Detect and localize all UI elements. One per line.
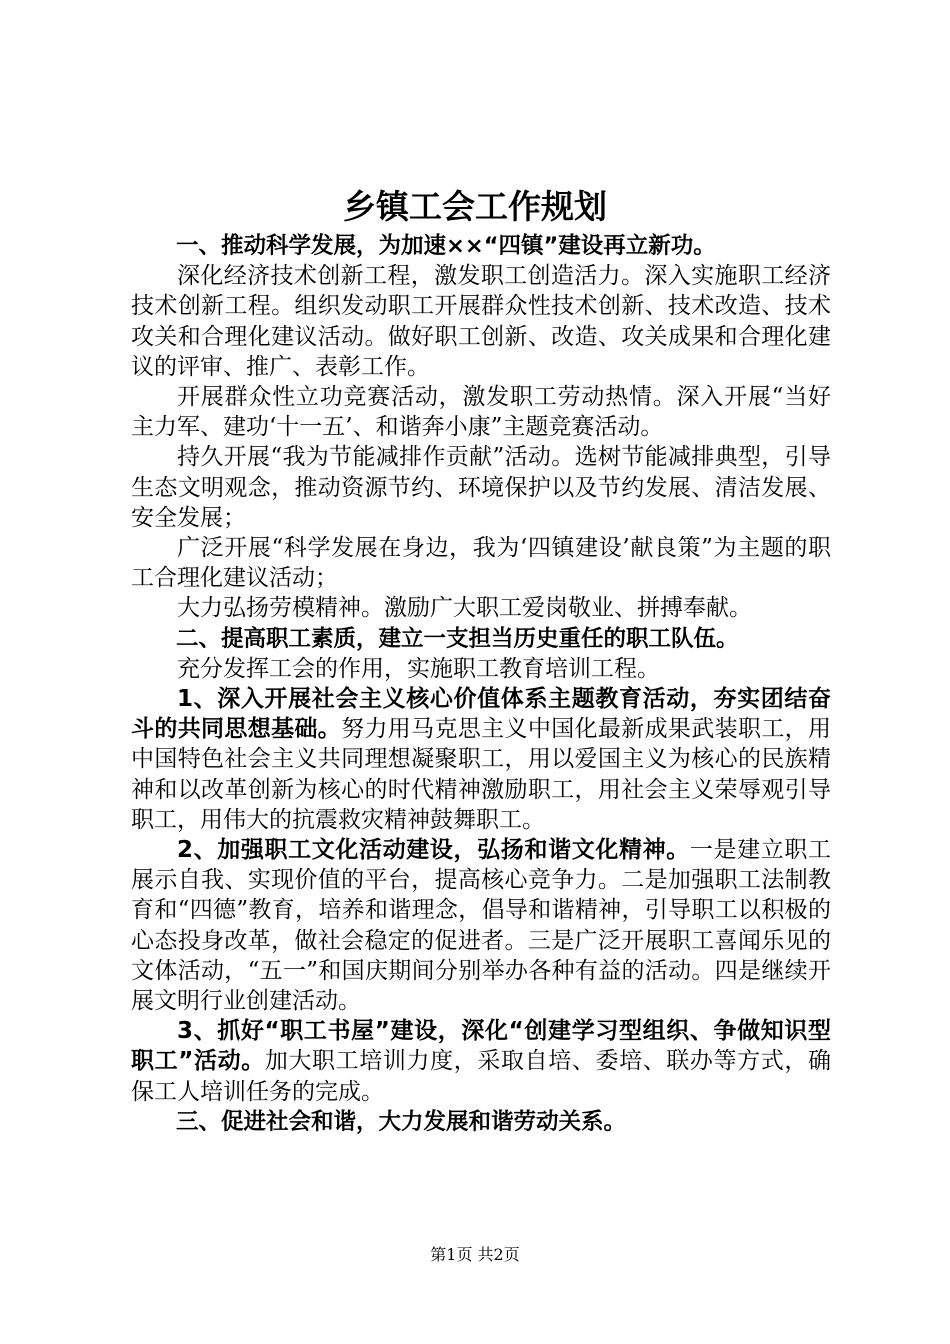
paragraph [131,533,831,593]
paragraph-text: 开展群众性立功竞赛活动，激发职工劳动热情。深入开展“当好主力军、建功‘十一五’、和谐奔小康”主题竞赛活动。 [131,384,831,441]
paragraph [131,442,831,533]
paragraph-lead: 3、抓好“职工书屋”建设，深化“创建学习型组织、争做知识型职工”活动。 [131,1018,831,1075]
section-heading-2 [131,624,831,654]
paragraph-text: 广泛开展“科学发展在身边，我为‘四镇建设’献良策”为主题的职工合理化建议活动； [131,535,831,592]
section-heading-text: 一、推动科学发展，为加速××“四镇”建设再立新功。 [176,233,716,259]
paragraph-text: 努力用马克思主义中国化最新成果武装职工，用中国特色社会主义共同理想凝聚职工，用以爱国主义为核心的民族精神和以改革创新为核心的时代精神激励职工，用社会主义荣辱观引导职工，用伟大的抗震救灾精神鼓舞职工。 [131,716,832,833]
numbered-paragraph-3 [131,1016,831,1107]
paragraph-text: 深化经济技术创新工程，激发职工创造活力。深入实施职工经济技术创新工程。组织发动职工开展群众性技术创新、技术改造、技术攻关和合理化建议活动。做好职工创新、改造、攻关成果和合理化建议的评审、推广、表彰工作。 [131,263,831,380]
paragraph [131,261,831,382]
section-heading-1 [131,231,831,261]
paragraph-text: 持久开展“我为节能减排作贡献”活动。选树节能减排典型，引导生态文明观念，推动资源节约、环境保护以及节约发展、清洁发展、安全发展； [131,444,831,531]
section-heading-3 [131,1107,831,1137]
paragraph-text: 大力弘扬劳模精神。激励广大职工爱岗敬业、拼搏奉献。 [177,595,752,622]
paragraph-text: 加大职工培训力度，采取自培、委培、联办等方式，确保工人培训任务的完成。 [131,1048,832,1105]
numbered-paragraph-1 [131,684,831,835]
paragraph [131,593,831,623]
section-heading-text: 二、提高职工素质，建立一支担当历史重任的职工队伍。 [176,625,739,652]
document-title: 乡镇工会工作规划 [343,187,607,226]
numbered-paragraph-2 [131,835,831,1016]
page-number-footer: 第1页 共2页 [430,1245,520,1264]
section-heading-text: 三、促进社会和谐，大力发展和谐劳动关系。 [176,1108,627,1135]
paragraph-lead: 2、加强职工文化活动建设，弘扬和谐文化精神。 [177,837,690,864]
paragraph [131,654,831,684]
paragraph-text: 充分发挥工会的作用，实施职工教育培训工程。 [177,655,660,682]
paragraph-lead: 1、深入开展社会主义核心价值体系主题教育活动，夯实团结奋斗的共同思想基础。 [131,686,831,743]
paragraph [131,382,831,442]
paragraph-text: 一是建立职工展示自我、实现价值的平台，提高核心竞争力。二是加强职工法制教育和“四德”教育，培养和谐理念，倡导和谐精神，引导职工以积极的心态投身改革，做社会稳定的促进者。三是广泛开展职工喜闻乐见的文体活动，“五一”和国庆期间分别举办各种有益的活动。四是继续开展文明行业创建活动。 [131,837,831,1015]
document-body [131,231,831,1137]
